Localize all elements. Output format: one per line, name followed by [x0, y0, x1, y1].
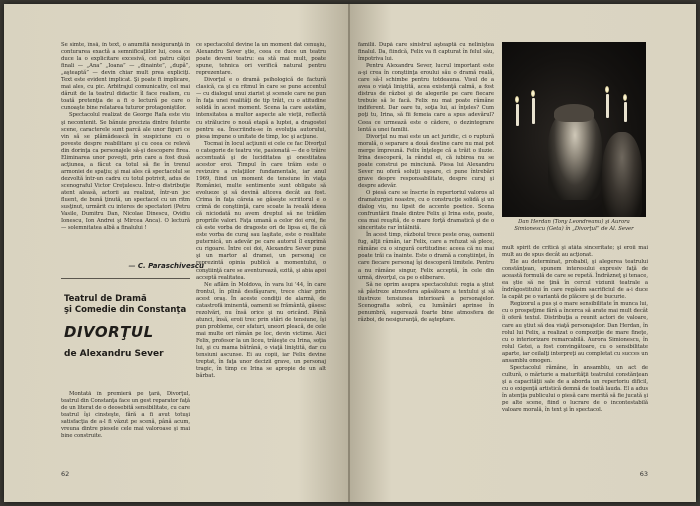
actor-figure — [548, 110, 602, 200]
page-number: 62 — [61, 470, 70, 478]
paragraph: Spectacolul rămâne, în ansamblu, un act de cultură, o mărturie a maturităţii teatrului constănţean şi a capacităţii sale de a aborda un repertoriu dificil, cu o exigenţă artistică demnă de toată lauda. El a adus în atenţia publicului o piesă care merită să fie jucată şi pe alte scene, fiind o lucrare de o incontestabilă valoare morală, în text şi în spectacol. — [502, 364, 648, 414]
play-author: de Alexandru Sever — [64, 349, 164, 359]
article-heading — [64, 294, 190, 360]
actor-hair — [554, 104, 594, 122]
paragraph: Ne aflăm în Moldova, în vara lui '44, în care frontul, în plină desfăşurare, trece chiar prin acest oraş. În aceste condiţii de alarmă, de catastrofă iminentă, oamenii se frământă, găsesc rezolvări, nu însă orice şi nu oricând. Până atunci, însă, eroii trec prin stări de tensiune, îşi pun probleme, cer sfaturi, uneori pleacă, de cele mai multe ori rămân pe loc, devin victime. Aici Felix, profesor la un liceu, trăieşte cu Irina, soţia lui, şi cu mama bătrână, o viaţă liniştită, dar cu tensiuni ascunse. Ei au copii, iar Felix devine treptat, în faţa unor decizii grave, un personaj tragic, în timp ce Irina se apropie de un alt bărbat. — [196, 281, 326, 380]
candle — [532, 98, 535, 124]
candle — [624, 102, 627, 122]
right-column-1 — [358, 42, 494, 456]
paragraph: Pentru Alexandru Sever, lucrul important este a-şi crea în conştiinţa eroului său o dramă reală, care să-l schimbe pentru totdeauna. Visul de a avea o viaţă liniştită, acea existenţă calmă, a fost distrus de război şi de alegerile pe care fiecare trebuie să le facă. Felix nu mai poate rămâne indiferent. Dar oare tu, soţia lui, ai înţeles? Cum poţi tu, Irina, să fii femeia care a spus adevărul? Ceea ce urmează este o cădere, o dezintegrare lentă a unei familii. — [358, 63, 494, 133]
paragraph: familii. După care sinistrul aşteaptă cu neliniştea finalul. Da, fiindcă, Felix va fi capturat în felul său, împotriva lui. — [358, 42, 494, 63]
candle — [516, 104, 519, 126]
candle-flame — [605, 86, 609, 93]
paragraph: Să ne oprim asupra spectacolului: regia a ştiut să păstreze atmosfera apăsătoare a textului şi să ilustreze tensiunea interioară a personajelor. Scenografia sobră, cu lumânări aprinse în penumbră, sugerează foarte bine atmosfera de război, de nesiguranţă, de aşteptare. — [358, 281, 494, 323]
right-page — [350, 4, 696, 502]
paragraph: Divorţul e o dramă psihologică de factură clasică, ca şi cu ritmul în care se pune accentul — cu dialogul unui ziarist şi scenele care ne pun în faţa unei realităţi de tip trăit, cu o atitudine solidă în acest moment. Scena la care asistăm, intensitatea a multor aspecte ale vieţii, reflectă cu strălucire o nouă etapă a luptei, a dragostei pentru ea. Înscriindu-se în evoluţia autorului, piesa impune o unitate de timp, loc şi acţiune. — [196, 77, 326, 140]
paragraph: mult spirit de critică şi atâta sinceritate; şi eroii mai mult au de spus decât au acţionat. — [502, 245, 648, 259]
paragraph: Ele au determinat, probabil, şi alegerea teatrului constănţean, spunem interesului expresiv faţă de această formulă de care se repetă. Îndrăzneţ şi tenace, ea ştie să ne ţină în cercul viziunii teatrale a îndrăgostitului în care regăsim sacrificiul de a-i duce la capăt pe o variantă de plăcere şi de bucurie. — [502, 259, 648, 301]
paragraph: În acest timp, războiul trece peste oraş, oamenii fug, alţii rămân, iar Felix, care a refuzat să plece, rămâne cu o singură certitudine: aceea că nu mai poate trăi ca înainte. Este o dramă a conştiinţei, în care fiecare personaj îşi descoperă limitele. Pentru a nu rămâne singur, Felix acceptă, în cele din urmă, divorţul, ca pe o eliberare. — [358, 232, 494, 281]
actress-figure — [602, 132, 642, 217]
candle-flame — [515, 96, 519, 103]
candle-flame — [531, 90, 535, 97]
paragraph: Tocmai în locul acţiunii ei cele ce fac Divorţul o categorie de teatru vie, pasionată — de o trăire accentuată şi de luciditatea şi onestitatea acestor eroi. Timpul în care trăim este o revizuire a relaţiilor fundamentale, iar anul 1969, fiind un moment de tensiune în viaţa României, multe sentimente sunt obligate să evolueze şi să devină altceva decât au fost. Crima în faţa căreia se găseşte scriitorul e o crimă de conştiinţă, care scoate la iveală ideea că niciodată nu avem dreptul să ne trădăm propriile valori. Faţa umană a celor doi eroi, fie că este vorba de dragoste ori de lipsa ei, fie că este vorba de curaj sau laşitate, este o realitate puternică, un adevăr pe care autorul îl exprimă cu rigoare. Între cei doi, Alexandru Sever pune şi un martor al dramei, un personaj ce reprezintă opinia publică a momentului, o conştiinţă care se aventurează, ezită, şi abia apoi acceptă realitatea. — [196, 140, 326, 281]
paragraph: ce spectacolul devine la un moment dat cenuşiu, Alexandru Sever ştie, ceea ce duce un teatru poate deveni teatru: ea stă mai mult, poate spune, tehnica ori verifică natural pentru reprezentare. — [196, 42, 326, 77]
left-column-1 — [61, 42, 190, 427]
signature-name: C. Paraschivescu — [137, 262, 204, 270]
candle — [606, 94, 609, 118]
paragraph: O piesă care se înscrie în repertoriul valoros al dramaturgiei noastre, cu o construcţie solidă şi un dialog viu, nu lipsit de accente poetice. Scena confruntării finale dintre Felix şi Irina este, poate, cea mai reuşită, de o mare forţă dramatică şi de o sinceritate rar întâlnită. — [358, 189, 494, 232]
theatre-name-line1: Teatrul de Dramă — [64, 294, 147, 304]
candle-flame — [623, 94, 627, 101]
magazine-spread — [4, 4, 696, 502]
left-page — [4, 4, 350, 502]
left-column-2 — [196, 42, 326, 456]
play-title: DIVORŢUL — [64, 323, 154, 341]
production-photo — [502, 42, 646, 217]
right-column-2 — [502, 245, 648, 456]
theatre-name-line2: şi Comedie din Constanţa — [64, 305, 187, 315]
paragraph: Divorţul nu mai este un act juridic, ci o ruptură morală, o separare a două destine care nu mai pot merge împreună. Felix înţelege că a trăit o iluzie. Irina descoperă, la rândul ei, că iubirea nu se poate construi pe minciună. Piesa lui Alexandru Sever nu oferă soluţii uşoare, ci pune întrebări grave despre responsabilitate, despre curaj şi despre adevăr. — [358, 133, 494, 189]
page-number: 63 — [639, 470, 648, 478]
review-signature: — C. Paraschivescu — [128, 262, 204, 270]
paragraph: Regizorul a pus şi o mare sensibilitate în munca lui, cu o prospeţime fără a încerca să arate mai mult decât îi oferă textul. Distribuţia a reunit actori de valoare, care au ştiut să dea viaţă personajelor. Dan Herdan, în rolul lui Felix, a realizat o compoziţie de mare fineţe, cu o interiorizare remarcabilă. Aurora Simionescu, în rolul Getei, a fost convingătoare, cu o sensibilitate aparte, iar ceilalţi interpreţi au completat cu succes un ansamblu omogen. — [502, 301, 648, 364]
paragraph: Spectacolul realizat de George Rafa este viu şi necontenit. Se bănuie precizia dintre felurite scene, caracterele sunt parcă ale unor figuri ce vin să se plămădească în suspiciune cu o poveste despre reabilitare şi cu ceea ce relevă din dorinţa ca personajele să-şi descopere firea. Eliminarea unor poveşti, prin care a fost dusă acţiunea, a făcut ca totul să fie în trenul armoniei de spaţiu; şi mai ales că spectacolul se dezvoltă într-un cadru cu totul potrivit, adus de scenograful Victor Creţulescu. Într-o distribuţie atent aleasă, actorii au realizat, într-un joc fluent, de bună ţinută, un spectacol cu un ritm susţinut, urmărit cu interes de spectatori (Petru Vasile, Dumitru Dan, Nicolae Dinescu, Ovidiu Ionescu, Ion Andrei şi Mircea Anca). O lectură — solemnitatea albă a finalului ! — [61, 112, 190, 232]
photo-caption: Dan Herdan (Tony Leondreanu) şi Aurora Simionescu (Geta) în „Divorţul” de Al. Sever — [514, 219, 634, 232]
section-divider — [61, 278, 190, 279]
paragraph: Montată în premieră pe ţară, Divorţul, teatrul din Constanţa face un gest reparator faţă de un literat de o deosebită sensibilitate, cu care teatrul îşi cinsteşte, fără a fi avut totuşi satisfacţia de a-l fi văzut pe scenă, până acum, vreuna dintre piesele cele mai valoroase şi mai bine construite. — [61, 391, 190, 440]
paragraph: Se simte, însă, în text, o anumită nesiguranţă în conturarea exactă a semnificaţiilor lui, ceea ce duce la o explicitare excesivă, cei patru căţei finali — „Ana” „Ioana” — „dinainte”, „după”, „aşteaptă” — devin chiar mult prea expliciţi. Text este evident implicat. Şi poate fi implicare, mai ales, cu pic. Arbitrajul comunicativ, cel mai dăruit de la teatrul didactic îl face realism, cu toată pretenţia de a fi o lectură pe care o cunoaşte bine relatarea tuturor protagoniştilor. — [61, 42, 190, 112]
left-column-1-bottom — [61, 391, 190, 457]
